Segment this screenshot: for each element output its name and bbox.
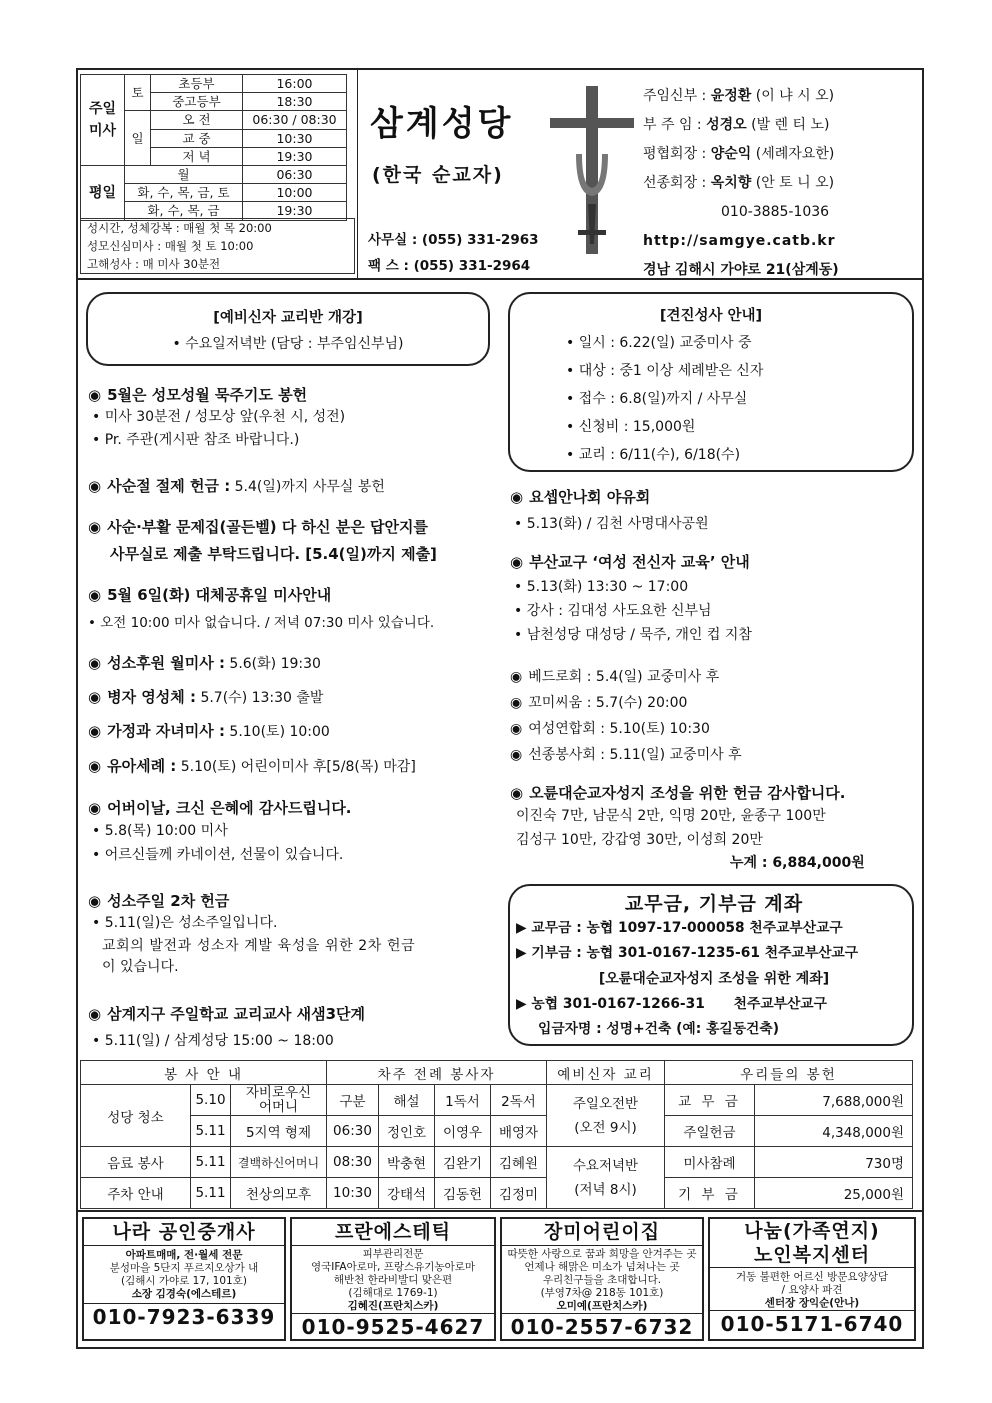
notice-vocation-mass: ◉ 성소후원 월미사 : 5.6(화) 19:30 xyxy=(88,654,321,672)
confirmation-box: [견진성사 안내] • 일시 : 6.22(일) 교중미사 중 • 대상 : 중1 이상 세례받은 신자 • 접수 : 6.8(일)까지 / 사무실 • 신청비 : 15,000원 • 교리 : 6/11(수), 6/18(수) xyxy=(508,292,914,472)
notice-goldenbell: ◉ 사순·부활 문제집(골든벨) 다 하신 분은 답안지를 사무실로 제출 부탁드립니다. [5.4(일)까지 제출] xyxy=(88,518,437,563)
weekday-mass-label: 평일 xyxy=(81,165,125,220)
ad-daycare: 장미어린이집 따뜻한 사랑으로 꿈과 희망을 안겨주는 곳 언제나 해맑은 미소가 넘쳐나는 곳 우리친구들을 초대합니다. (부영7차@ 218동 101호) 오미예(프란치스카) 010-2557-6732 xyxy=(500,1217,704,1341)
fax-number: 팩 스 : (055) 331-2964 xyxy=(368,258,531,274)
notice-rosary: ◉ 5월은 성모성월 묵주기도 봉헌 • 미사 30분전 / 성모상 앞(우천 시, 성전) • Pr. 주관(게시판 참조 바랍니다.) xyxy=(88,386,346,448)
notice-shrine-donation: ◉ 오륜대순교자성지 조성을 위한 헌금 감사합니다. 이진숙 7만, 남문식 2만, 익명 20만, 윤종구 100만 김성구 10만, 강갑영 30만, 이성희 20만 누계 : 6,884,000원 xyxy=(510,784,865,871)
church-subtitle: (한국 순교자) xyxy=(372,164,504,186)
mass-notes: 성시간, 성체강복 : 매월 첫 목 20:00 성모신심미사 : 매월 첫 토 10:00 고해성사 : 매 미사 30분전 xyxy=(80,218,355,274)
staff-row: 평협회장 : 양순익 (세례자요한) xyxy=(643,146,835,162)
ad-welfare-center: 나눔(가족연지) 노인복지센터 거동 불편한 어르신 방문요양상담 / 요양사 파견 센터장 장익순(안나) 010-5171-6740 xyxy=(708,1217,916,1341)
notice-busan-education: ◉ 부산교구 ‘여성 전신자 교육’ 안내 • 5.13(화) 13:30 ~ 17:00 • 강사 : 김대성 사도요한 신부님 • 남천성당 대성당 / 묵주, 개인 컵 지참 xyxy=(510,553,752,643)
notice-vocation-sunday: ◉ 성소주일 2차 헌금 • 5.11(일)은 성소주일입니다. 교회의 발전과 성소자 계발 육성을 위한 2차 헌금 이 있습니다. xyxy=(88,892,416,975)
group-meetings: ◉ 베드로회 : 5.4(일) 교중미사 후 ◉ 꼬미씨움 : 5.7(수) 20:00 ◉ 여성연합회 : 5.10(토) 10:30 ◉ 선종봉사회 : 5.11(일) 교중미사 후 xyxy=(510,669,742,763)
staff-row: 선종회장 : 옥치향 (안 토 니 오) xyxy=(643,175,835,191)
website-link[interactable]: http://samgye.catb.kr xyxy=(643,233,836,249)
notice-infant-baptism: ◉ 유아세례 : 5.10(토) 어린이미사 후[5/8(목) 마감] xyxy=(88,757,416,775)
sunday-mass-label: 주일 미사 xyxy=(81,75,125,166)
mass-schedule-table: 주일 미사 토 초등부 16:00 중고등부 18:30 일 오 전 06:30 / 08:30 교 중 10:30 저 녁 19:30 평일 월 06:30 화, 수, 목, 금, 토 10:00 화, 수, 목, 금 19:30 xyxy=(80,74,347,221)
staff-row: 주임신부 : 윤정환 (이 냐 시 오) xyxy=(643,88,835,104)
notice-catechist-training: ◉ 삼계지구 주일학교 교리교사 새샘3단계 • 5.11(일) / 삼계성당 15:00 ~ 18:00 xyxy=(88,1005,366,1049)
church-address: 경남 김해시 가야로 21(삼계동) xyxy=(643,262,839,278)
notice-holiday-mass: ◉ 5월 6일(화) 대체공휴일 미사안내 • 오전 10:00 미사 없습니다. / 저녁 07:30 미사 있습니다. xyxy=(88,586,435,631)
staff-row: 부 주 임 : 성경오 (발 렌 티 노) xyxy=(643,117,830,133)
staff-phone: 010-3885-1036 xyxy=(721,204,830,220)
ads-divider xyxy=(77,1210,923,1212)
notice-family-mass: ◉ 가정과 자녀미사 : 5.10(토) 10:00 xyxy=(88,722,330,740)
ad-esthetic: 프란에스테틱 피부관리전문 영국IFA아로마, 프랑스유기농아로마 해반천 한라비발디 맞은편 (김해대로 1769-1) 김혜진(프란치스카) 010-9525-4627 xyxy=(290,1217,496,1341)
notice-joseph-anna: ◉ 요셉안나회 야유회 • 5.13(화) / 김천 사명대사공원 xyxy=(510,488,709,532)
notice-sick-communion: ◉ 병자 영성체 : 5.7(수) 13:30 출발 xyxy=(88,688,324,706)
ad-real-estate: 나라 공인중개사 아파트매매, 전·월세 전문 분성마을 5단지 푸르지오상가 내 (김해시 가야로 17, 101호) 소장 김경숙(에스테르) 010-7923-6339 xyxy=(82,1217,286,1341)
staff-list xyxy=(643,82,839,285)
notice-parents-day: ◉ 어버이날, 크신 은혜에 감사드립니다. • 5.8(목) 10:00 미사 • 어르신들께 카네이션, 선물이 있습니다. xyxy=(88,799,352,863)
church-title: 삼계성당 xyxy=(370,104,514,144)
header-vline xyxy=(357,70,358,278)
office-phone: 사무실 : (055) 331-2963 xyxy=(368,232,539,248)
accounts-box: 교무금, 기부금 계좌 ▶ 교무금 : 농협 1097-17-000058 천주교부산교구 ▶ 기부금 : 농협 301-0167-1235-61 천주교부산교구 [오륜대순교자성지 조성을 위한 계좌] ▶ 농협 301-0167-1266-31 천주교부산교구 입금자명 : 성명+건축 (예: 홍길동건축) xyxy=(508,884,914,1046)
notice-lent-offering: ◉ 사순절 절제 헌금 : 5.4(일)까지 사무실 봉헌 xyxy=(88,477,385,495)
cross-logo-icon xyxy=(548,84,636,260)
service-table: 봉 사 안 내 차주 전례 봉사자 예비신자 교리 우리들의 봉헌 성당 청소 5.10 자비로우신 어머니 구분 해설 1독서 2독서 주일오전반 (오전 9시) 교 무 금 7,688,000원 5.11 5지역 형제 06:30 정인호 이영우 배영자 주일헌금 4,348,000원 음료 봉사 5.11 결백하신어머니 08:30 박충현 김완기 김혜원 수요저녁반 (저녁 8시) 미사참례 730명 주차 안내 5.11 천상의모후 10:30 강태석 김동헌 김정미 기 부 금 25,000원 xyxy=(80,1060,913,1209)
catechumen-box: [예비신자 교리반 개강] • 수요일저녁반 (담당 : 부주임신부님) xyxy=(86,292,490,366)
